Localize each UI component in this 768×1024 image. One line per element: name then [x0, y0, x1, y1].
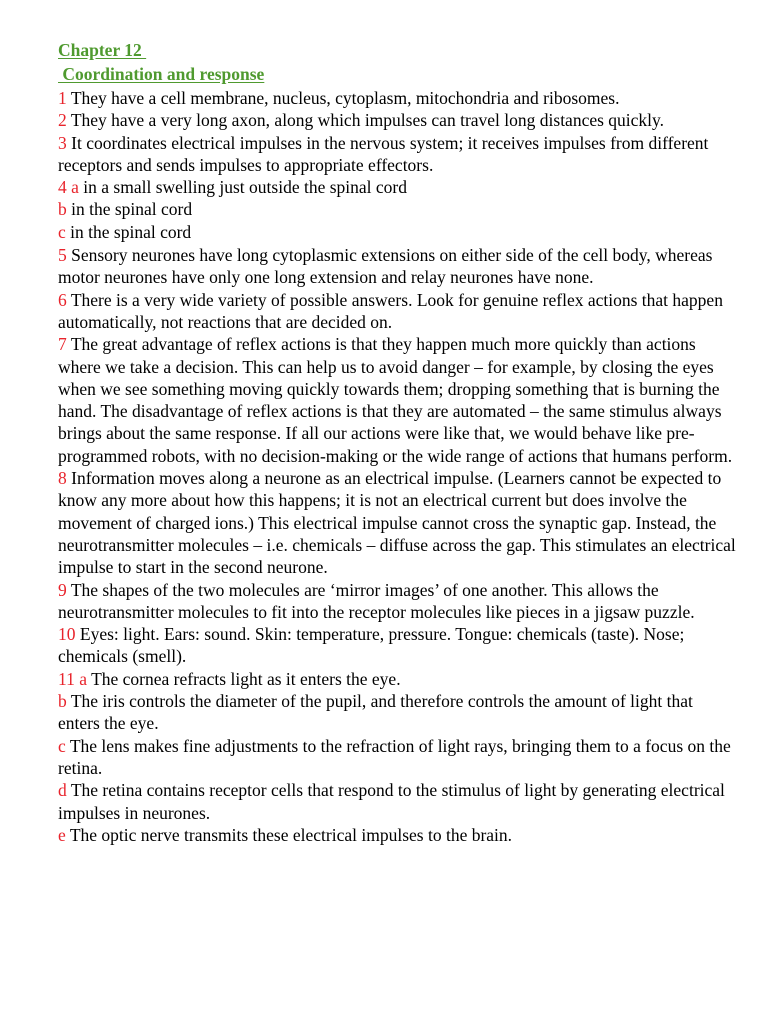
answer-number: 9 — [58, 579, 71, 600]
answer-number: 8 — [58, 468, 72, 489]
answer-number: 6 — [58, 289, 71, 310]
answer-number: 10 — [58, 624, 80, 645]
answer-item — [58, 690, 738, 735]
answer-text: Information moves along a neurone as an electrical impulse. (Learners cannot be expected to know any more about how this happens; it is not an electrical current but does involve the movement of charged ions.) This electrical impulse cannot cross the synaptic gap. Instead, the neurotransmitter molecules – i.e. chemicals – diffuse across the gap. This stimulates an electrical impulse to start in the second neurone. — [58, 468, 736, 578]
answer-text: There is a very wide variety of possible answers. Look for genuine reflex actions that happen automatically, not reactions that are decided on. — [58, 289, 723, 332]
chapter-title: Chapter 12 — [58, 40, 147, 60]
answer-item — [58, 176, 738, 198]
answer-number: b — [58, 691, 71, 712]
answer-text: in a small swelling just outside the spinal cord — [83, 177, 407, 198]
answer-number: 11 a — [58, 668, 92, 689]
answer-number: 7 — [58, 334, 71, 355]
answer-text: in the spinal cord — [70, 221, 192, 242]
answer-item — [58, 623, 738, 668]
document-page — [58, 38, 738, 846]
answer-text: The shapes of the two molecules are ‘mirror images’ of one another. This allows the neurotransmitter molecules to fit into the receptor molecules like pieces in a jigsaw puzzle. — [58, 579, 695, 622]
answer-item — [58, 779, 738, 824]
answer-text: It coordinates electrical impulses in the nervous system; it receives impulses from different receptors and sends impulses to appropriate effectors. — [58, 132, 709, 175]
answer-number: 5 — [58, 245, 72, 266]
answer-item — [58, 735, 738, 780]
answer-text: in the spinal cord — [71, 199, 193, 220]
answer-text: The great advantage of reflex actions is that they happen much more quickly than actions where we take a decision. This can help us to avoid danger – for example, by closing the eyes when we see something moving quickly towards them; dropping something that is burning the hand. The disadvantage of reflex actions is that they are automated – the same stimulus always brings about the same response. If all our actions were like that, we would behave like pre-programmed robots, with no decision-making or the wide range of actions that humans perform. — [58, 334, 733, 466]
answer-text: They have a cell membrane, nucleus, cytoplasm, mitochondria and ribosomes. — [70, 88, 620, 108]
answer-item — [58, 244, 738, 289]
answer-text: Eyes: light. Ears: sound. Skin: temperature, pressure. Tongue: chemicals (taste). Nose; chemicals (smell). — [58, 624, 685, 667]
answer-text: They have a very long axon, along which impulses can travel long distances quickly. — [70, 110, 665, 131]
answer-item — [58, 109, 738, 131]
answer-number: 2 — [58, 110, 71, 131]
answer-item — [58, 198, 738, 220]
answer-item — [58, 668, 738, 690]
answer-item — [58, 467, 738, 578]
answer-number: c — [58, 221, 71, 242]
answer-item — [58, 579, 738, 624]
answer-text: The retina contains receptor cells that respond to the stimulus of light by generating electrical impulses in neurones. — [58, 780, 725, 823]
answer-text: The lens makes fine adjustments to the refraction of light rays, bringing them to a focus on the retina. — [58, 735, 731, 778]
chapter-subtitle: Coordination and response — [58, 64, 265, 84]
answer-number: d — [58, 780, 71, 801]
answer-text: The iris controls the diameter of the pupil, and therefore controls the amount of light that enters the eye. — [58, 691, 693, 734]
answer-item — [58, 132, 738, 177]
answer-text: Sensory neurones have long cytoplasmic extensions on either side of the cell body, whereas motor neurones have only one long extension and relay neurones have none. — [58, 245, 713, 288]
answer-item — [58, 87, 738, 109]
answer-number: 1 — [58, 88, 71, 108]
answer-number: c — [58, 735, 70, 756]
answer-number: 4 a — [58, 177, 84, 198]
answer-list — [58, 87, 738, 846]
answer-text: The optic nerve transmits these electrical impulses to the brain. — [69, 824, 513, 845]
answer-item — [58, 289, 738, 334]
answer-text: The cornea refracts light as it enters the eye. — [91, 668, 401, 689]
answer-item — [58, 824, 738, 846]
answer-item — [58, 333, 738, 467]
answer-number: e — [58, 824, 70, 845]
answer-number: 3 — [58, 132, 72, 153]
answer-number: b — [58, 199, 72, 220]
answer-item — [58, 221, 738, 243]
